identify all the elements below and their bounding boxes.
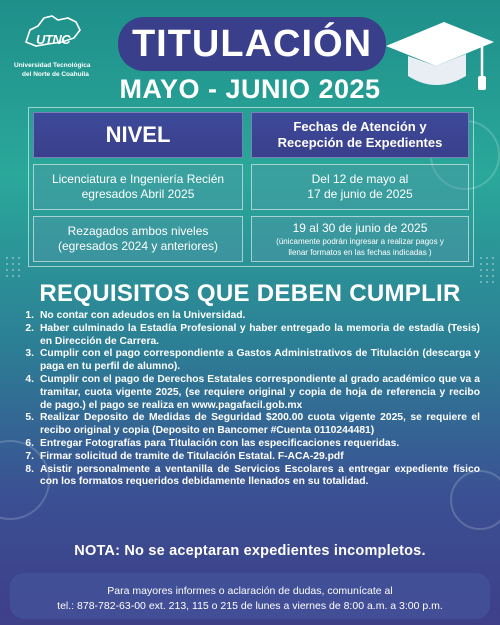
item-text: Realizar Deposito de Medidas de Seguridad $200.00 cuota vigente 2025, se requiere el recibo original y copia (Deposito en Bancomer #Cuenta 0110244481) bbox=[40, 412, 480, 437]
item-number: 2. bbox=[25, 322, 34, 334]
list-item bbox=[18, 348, 480, 374]
row1-fecha-line1: Del 12 de mayo al bbox=[311, 172, 409, 186]
item-text: Cumplir con el pago correspondiente a Gastos Administrativos de Titulación (descarga y paga en tu perfil de alumno). bbox=[40, 348, 480, 373]
row2-note-line2: llenar formatos en las fechas indicadas ) bbox=[288, 247, 432, 257]
row2-fecha-cell bbox=[251, 216, 469, 262]
item-text: Haber culminado la Estadía Profesional y haber entregado la memoria de estadía (Tesis) en Dirección de Carrera. bbox=[40, 322, 480, 347]
page-subtitle: MAYO - JUNIO 2025 bbox=[119, 74, 381, 104]
requirements-heading: REQUISITOS QUE DEBEN CUMPLIR bbox=[39, 280, 461, 307]
list-item bbox=[18, 310, 480, 323]
row1-fecha-line2: 17 de junio de 2025 bbox=[307, 187, 413, 201]
item-text: Cumplir con el pago de Derechos Estatales correspondiente al grado académico que va a tramitar, cuota vigente 2025, (se requiere original y copia de hoja de referencia y recibo de pago.) el pago se realiza en www.pagafacil.gob.mx bbox=[40, 373, 480, 411]
header-nivel-cell bbox=[33, 112, 243, 158]
footer-line1: Para mayores informes o aclaración de dudas, comunícate al bbox=[107, 585, 393, 597]
item-number: 6. bbox=[25, 437, 34, 449]
header-fechas-cell bbox=[251, 112, 469, 158]
list-item bbox=[18, 374, 480, 412]
header-nivel: NIVEL bbox=[105, 122, 171, 147]
decorative-dots bbox=[4, 255, 22, 281]
item-number: 4. bbox=[25, 373, 34, 385]
requirements-list bbox=[18, 310, 480, 489]
item-number: 3. bbox=[25, 348, 34, 360]
list-item bbox=[18, 412, 480, 438]
row2-fecha-line1: 19 al 30 de junio de 2025 bbox=[292, 220, 428, 235]
item-number: 1. bbox=[25, 310, 34, 321]
item-text: Entregar Fotografías para Titulación con las especificaciones requeridas. bbox=[40, 437, 400, 449]
university-logo bbox=[10, 10, 120, 80]
logo-university-region: del Norte de Coahuila bbox=[22, 71, 89, 78]
page-title: TITULACIÓN bbox=[131, 23, 373, 65]
logo-university-name: Universidad Tecnológica bbox=[14, 62, 91, 69]
list-item bbox=[18, 464, 480, 490]
row2-nivel-line2: (egresados 2024 y anteriores) bbox=[57, 239, 219, 253]
item-text: Asistir personalmente a ventanilla de Servicios Escolares a entregar expediente físico con los formatos requeridos debidamente llenados en su totalidad. bbox=[40, 463, 480, 488]
item-text: Firmar solicitud de tramite de Titulación Estatal. F-ACA-29.pdf bbox=[40, 450, 344, 462]
row1-nivel-line2: egresados Abril 2025 bbox=[81, 187, 195, 201]
list-item bbox=[18, 438, 480, 451]
footer-phone: tel.: 878-782-63-00 ext. 213, 115 o 215 de lunes a viernes de 8:00 a.m. a 3:00 p.m. bbox=[57, 600, 443, 612]
row1-nivel-line1: Licenciatura e Ingeniería Recién bbox=[51, 172, 225, 186]
note-incomplete-files: NOTA: No se aceptaran expedientes incompletos. bbox=[74, 543, 426, 559]
list-item bbox=[18, 451, 480, 464]
row2-note-line1: (únicamente podrán ingresar a realizar pagos y bbox=[276, 236, 444, 246]
graduation-cap-icon bbox=[378, 8, 498, 108]
row2-nivel-cell bbox=[33, 216, 243, 262]
decorative-dots bbox=[478, 255, 498, 285]
row1-fecha-cell bbox=[251, 164, 469, 210]
row2-nivel-line1: Rezagados ambos niveles bbox=[67, 224, 209, 238]
row1-nivel-cell bbox=[33, 164, 243, 210]
logo-wordmark: UTNC bbox=[36, 32, 71, 47]
item-number: 7. bbox=[25, 450, 34, 462]
item-text: No contar con adeudos en la Universidad. bbox=[40, 310, 246, 321]
schedule-table bbox=[28, 107, 474, 267]
list-item bbox=[18, 323, 480, 349]
item-number: 5. bbox=[25, 412, 34, 424]
item-number: 8. bbox=[25, 463, 34, 475]
header-fechas-line2: Recepción de Expedientes bbox=[277, 135, 443, 150]
header-fechas-line1: Fechas de Atención y bbox=[293, 119, 427, 134]
